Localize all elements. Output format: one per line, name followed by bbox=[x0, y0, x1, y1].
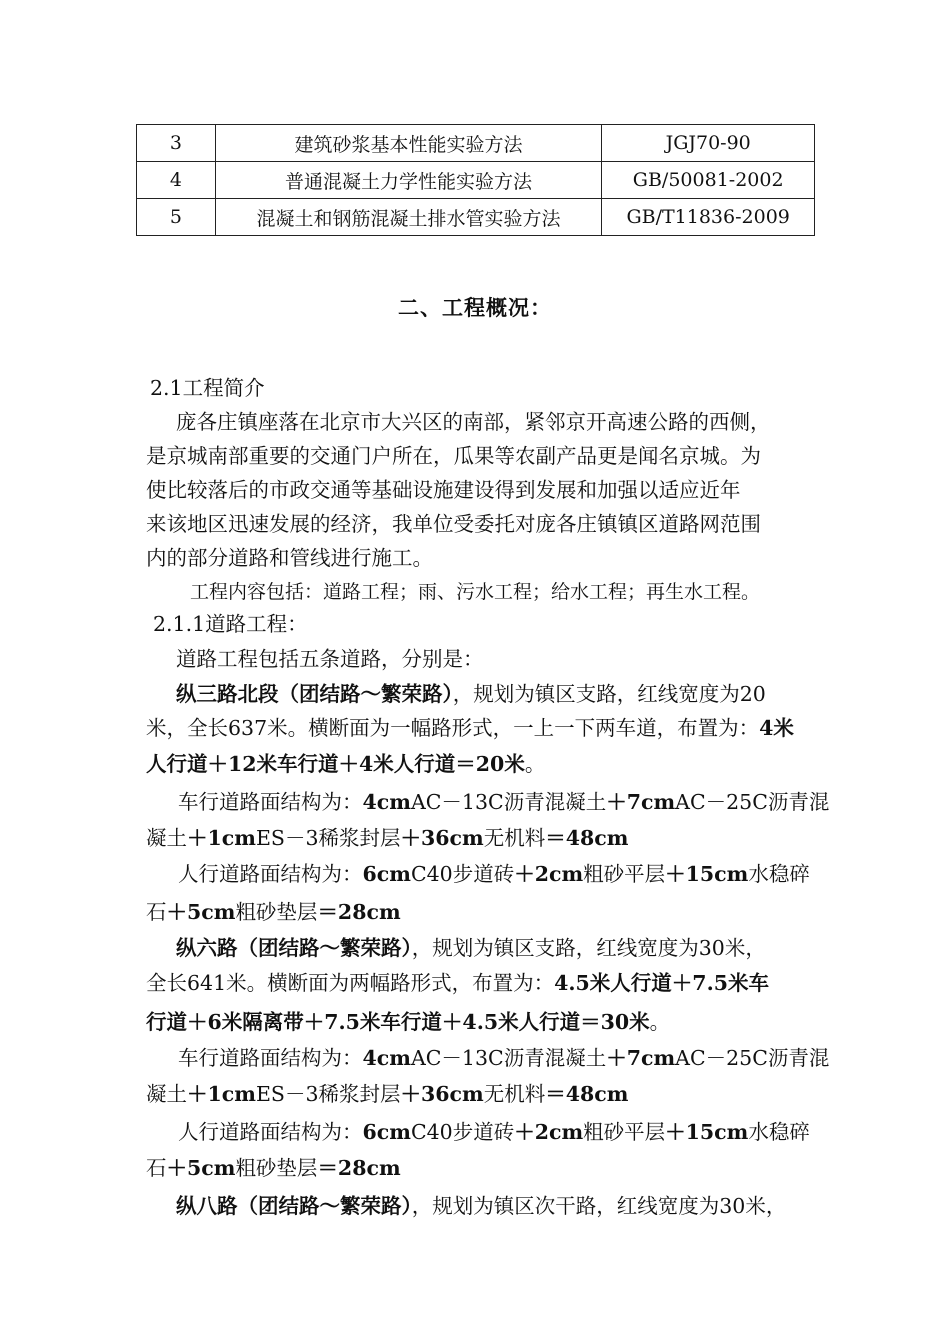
bold-run: ＋7cm bbox=[606, 1046, 676, 1070]
text-run: 全长641米。横断面为两幅路形式，布置为： bbox=[146, 971, 555, 995]
text-run: 米，全长637米。横断面为一幅路形式，一上一下两车道，布置为： bbox=[146, 716, 760, 740]
body-text-line bbox=[178, 1046, 829, 1070]
body-text-line: 使比较落后的市政交通等基础设施建设得到发展和加强以适应近年 bbox=[146, 478, 741, 502]
text-run: 车行道路面结构为： bbox=[178, 790, 363, 814]
text-run: AC－13C沥青混凝土 bbox=[410, 1046, 607, 1070]
standards-table bbox=[136, 124, 815, 236]
subsection-heading: 2.1.1道路工程： bbox=[153, 612, 308, 636]
road-name: 纵八路（团结路～繁荣路） bbox=[176, 1194, 412, 1218]
body-text-line bbox=[176, 936, 766, 960]
standard-name: 建筑砂浆基本性能实验方法 bbox=[215, 125, 602, 162]
body-text-line bbox=[178, 862, 810, 886]
standard-name: 混凝土和钢筋混凝土排水管实验方法 bbox=[215, 199, 602, 236]
bold-run: ＋36cm bbox=[400, 826, 484, 850]
bold-run: 6cm bbox=[362, 862, 411, 886]
row-number: 4 bbox=[137, 162, 216, 199]
row-number: 5 bbox=[137, 199, 216, 236]
text-run: C40步道砖 bbox=[410, 862, 515, 886]
text-run: 。 bbox=[649, 1010, 671, 1034]
table-row bbox=[137, 199, 815, 236]
bold-run: ＋15cm bbox=[665, 1120, 749, 1144]
body-text-line bbox=[146, 971, 769, 995]
text-run: C40步道砖 bbox=[410, 1120, 515, 1144]
text-run: 粗砂平层 bbox=[583, 1120, 666, 1144]
body-text-line bbox=[146, 716, 794, 740]
bold-run: ＋5cm bbox=[166, 900, 236, 924]
body-text-line bbox=[176, 1194, 786, 1218]
table-row bbox=[137, 125, 815, 162]
text-run: AC－13C沥青混凝土 bbox=[410, 790, 607, 814]
text-run: AC－25C沥青混 bbox=[675, 1046, 830, 1070]
bold-run: 人行道＋12米车行道＋4米人行道＝20米 bbox=[146, 752, 525, 776]
bold-run: ＝48cm bbox=[545, 826, 629, 850]
body-text-line bbox=[146, 1156, 401, 1180]
text-run: 凝土 bbox=[146, 826, 187, 850]
text-run: ，规划为镇区支路，红线宽度为30米， bbox=[411, 936, 766, 960]
text-run: AC－25C沥青混 bbox=[675, 790, 830, 814]
bold-run: 6cm bbox=[362, 1120, 411, 1144]
row-number: 3 bbox=[137, 125, 216, 162]
text-run: ，规划为镇区次干路，红线宽度为30米， bbox=[411, 1194, 787, 1218]
table-row bbox=[137, 162, 815, 199]
text-run: 人行道路面结构为： bbox=[178, 1120, 363, 1144]
standard-code: GB/T11836-2009 bbox=[602, 199, 815, 236]
standard-name: 普通混凝土力学性能实验方法 bbox=[215, 162, 602, 199]
bold-run: ＋1cm bbox=[187, 1082, 256, 1106]
bold-run: ＋1cm bbox=[187, 826, 256, 850]
bold-run: 4.5米人行道＋7.5米车 bbox=[554, 971, 769, 995]
body-text-line: 来该地区迅速发展的经济，我单位受委托对庞各庄镇镇区道路网范围 bbox=[146, 512, 761, 536]
body-text-line bbox=[176, 682, 766, 706]
road-name: 纵六路（团结路～繁荣路） bbox=[176, 936, 412, 960]
bold-run: ＋2cm bbox=[514, 862, 584, 886]
body-text-line bbox=[146, 752, 545, 776]
body-text-line bbox=[146, 1010, 670, 1034]
text-run: ES－3稀浆封层 bbox=[255, 826, 401, 850]
body-text-line bbox=[178, 1120, 810, 1144]
text-run: 石 bbox=[146, 1156, 167, 1180]
standard-code: JGJ70-90 bbox=[602, 125, 815, 162]
body-text-line bbox=[146, 1082, 628, 1106]
body-text-line bbox=[146, 826, 628, 850]
body-text-line: 道路工程包括五条道路，分别是： bbox=[176, 647, 484, 671]
bold-run: ＋36cm bbox=[400, 1082, 484, 1106]
bold-run: 行道＋6米隔离带＋7.5米车行道＋4.5米人行道＝30米 bbox=[146, 1010, 650, 1034]
body-text-line: 工程内容包括：道路工程；雨、污水工程；给水工程；再生水工程。 bbox=[190, 581, 761, 603]
text-run: 无机料 bbox=[483, 826, 546, 850]
text-run: 粗砂平层 bbox=[583, 862, 666, 886]
bold-run: ＝48cm bbox=[545, 1082, 629, 1106]
body-text-line bbox=[178, 790, 829, 814]
body-text-line: 是京城南部重要的交通门户所在，瓜果等农副产品更是闻名京城。为 bbox=[146, 444, 761, 468]
bold-run: 4cm bbox=[362, 1046, 411, 1070]
text-run: 人行道路面结构为： bbox=[178, 862, 363, 886]
bold-run: ＋7cm bbox=[606, 790, 676, 814]
subsection-heading: 2.1工程简介 bbox=[150, 376, 265, 400]
bold-run: ＋5cm bbox=[166, 1156, 236, 1180]
text-run: 。 bbox=[524, 752, 546, 776]
text-run: 粗砂垫层 bbox=[235, 1156, 318, 1180]
bold-run: ＝28cm bbox=[317, 1156, 401, 1180]
bold-run: ＋2cm bbox=[514, 1120, 584, 1144]
body-text-line: 内的部分道路和管线进行施工。 bbox=[146, 546, 433, 570]
body-text-line: 庞各庄镇座落在北京市大兴区的南部，紧邻京开高速公路的西侧， bbox=[176, 410, 771, 434]
text-run: ，规划为镇区支路，红线宽度为20 bbox=[452, 682, 766, 706]
bold-run: ＋15cm bbox=[665, 862, 749, 886]
text-run: 无机料 bbox=[483, 1082, 546, 1106]
text-run: 凝土 bbox=[146, 1082, 187, 1106]
road-name: 纵三路北段（团结路～繁荣路） bbox=[176, 682, 453, 706]
body-text-line bbox=[146, 900, 401, 924]
text-run: ES－3稀浆封层 bbox=[255, 1082, 401, 1106]
text-run: 石 bbox=[146, 900, 167, 924]
text-run: 车行道路面结构为： bbox=[178, 1046, 363, 1070]
text-run: 水稳碎 bbox=[748, 862, 810, 886]
bold-run: 4cm bbox=[362, 790, 411, 814]
bold-run: ＝28cm bbox=[317, 900, 401, 924]
text-run: 水稳碎 bbox=[748, 1120, 810, 1144]
section-title: 二、工程概况： bbox=[398, 295, 552, 320]
standard-code: GB/50081-2002 bbox=[602, 162, 815, 199]
bold-run: 4米 bbox=[759, 716, 794, 740]
text-run: 粗砂垫层 bbox=[235, 900, 318, 924]
